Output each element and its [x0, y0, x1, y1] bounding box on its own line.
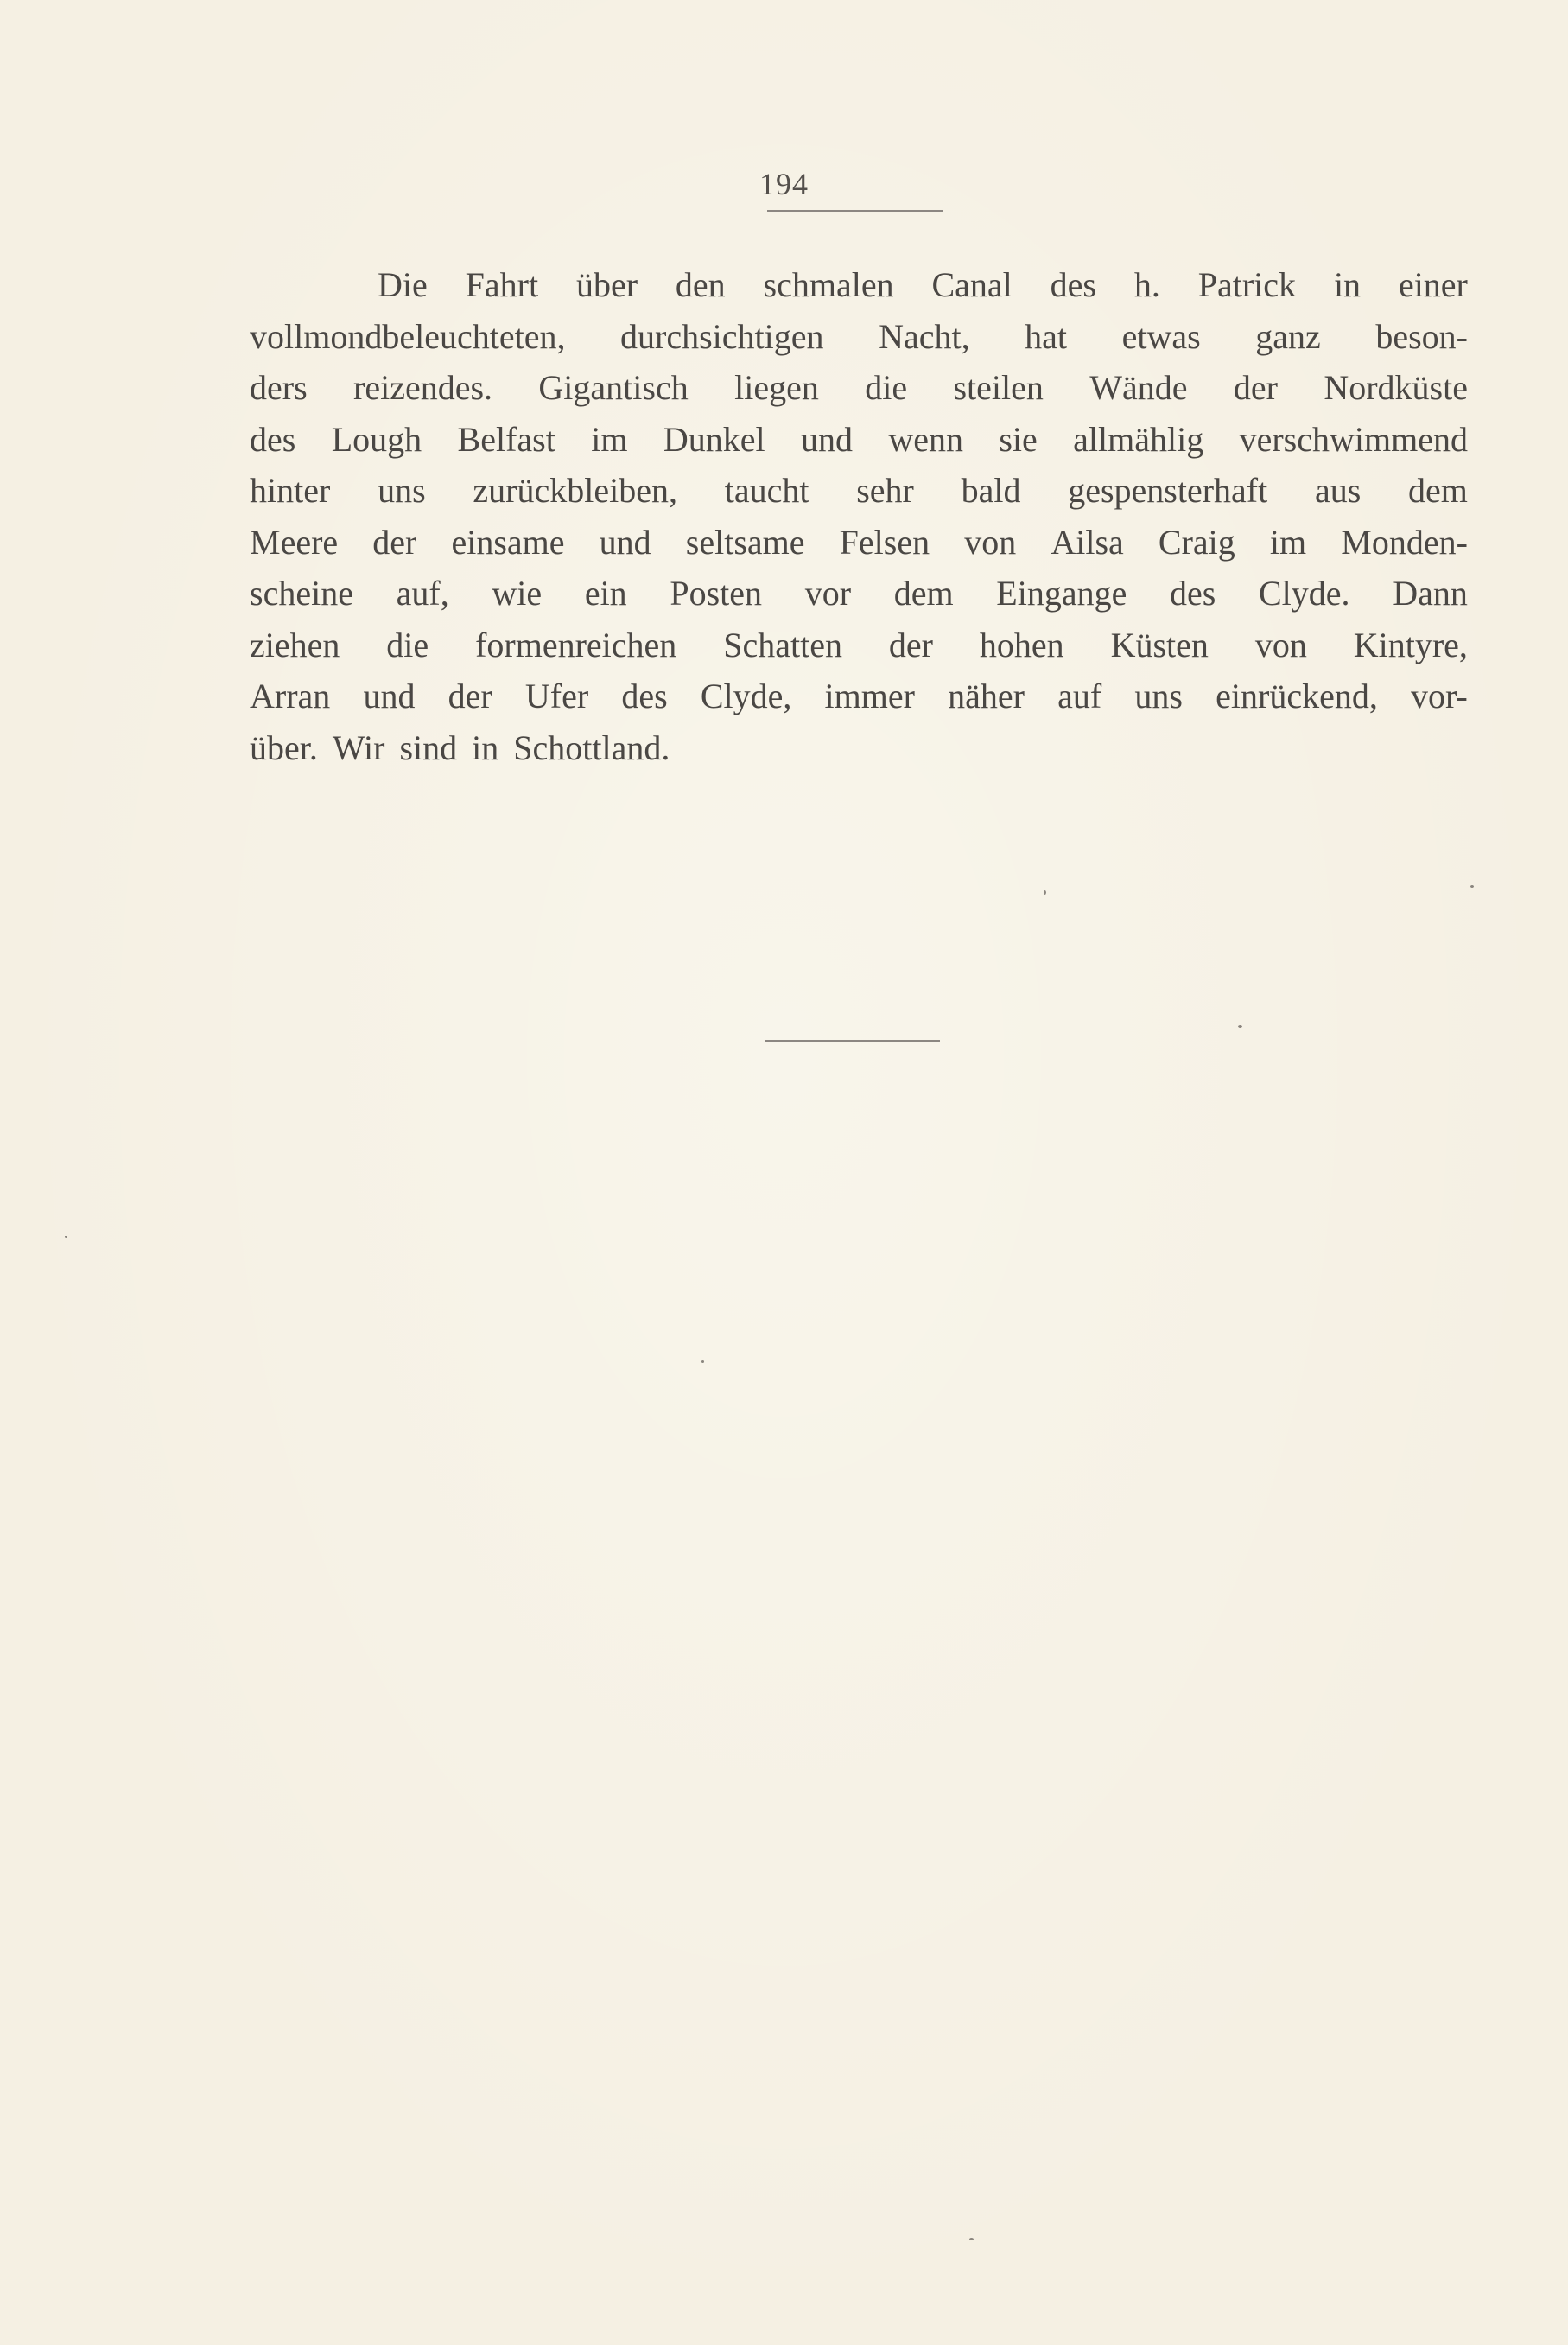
ink-speck: [1470, 885, 1474, 888]
word: aus: [1314, 471, 1362, 510]
word: schmalen: [763, 265, 894, 304]
word: über.: [250, 728, 318, 767]
word: im: [591, 419, 628, 459]
word: dem: [1408, 471, 1468, 510]
word: verschwimmend: [1239, 419, 1468, 459]
word: Belfast: [457, 419, 555, 459]
text-line: [250, 568, 1468, 620]
text-line: [250, 259, 1468, 311]
word: etwas: [1121, 316, 1201, 356]
word: vollmondbeleuchteten,: [250, 316, 566, 356]
text-line: [250, 465, 1468, 517]
word: ziehen: [250, 625, 340, 664]
word: Schottland.: [513, 728, 670, 767]
word: des: [1050, 265, 1096, 304]
word: bald: [961, 471, 1021, 510]
word: Nacht,: [879, 316, 970, 356]
word: formenreichen: [475, 625, 677, 664]
word: ganz: [1255, 316, 1321, 356]
text-line: [250, 311, 1468, 363]
word: sind: [399, 728, 458, 767]
word: Clyde,: [700, 677, 792, 715]
word: Craig: [1158, 522, 1235, 562]
word: Kintyre,: [1353, 625, 1468, 664]
word: liegen: [734, 368, 819, 407]
word: Dann: [1393, 574, 1468, 613]
ink-speck: [969, 2238, 974, 2240]
text-line: [250, 670, 1468, 722]
header-rule: [767, 210, 943, 212]
word: durchsichtigen: [620, 316, 824, 356]
word: Küsten: [1110, 625, 1209, 664]
word: vor: [804, 574, 852, 613]
word: von: [964, 522, 1017, 562]
word: hohen: [979, 625, 1064, 664]
word: und: [363, 677, 416, 715]
word: Gigantisch: [538, 368, 689, 407]
word: wenn: [888, 419, 963, 459]
word: vor-: [1411, 677, 1468, 715]
text-line: [250, 362, 1468, 414]
word: Monden-: [1341, 522, 1468, 562]
word: den: [675, 265, 726, 304]
word: der: [1233, 368, 1278, 407]
ink-speck: [1238, 1025, 1242, 1028]
word: Eingange: [996, 574, 1127, 613]
word: auf: [1057, 677, 1102, 715]
word: der: [372, 522, 417, 562]
word: der: [448, 677, 492, 715]
text-line: [250, 414, 1468, 466]
word: auf,: [396, 574, 449, 613]
word: wie: [492, 574, 543, 613]
word: einer: [1398, 265, 1468, 304]
word: beson-: [1375, 316, 1468, 356]
word: des: [250, 419, 296, 459]
word: und: [800, 419, 853, 459]
word: die: [865, 368, 908, 407]
word: von: [1254, 625, 1307, 664]
word: näher: [948, 677, 1025, 715]
word: reizendes.: [353, 368, 493, 407]
ink-speck: [65, 1236, 67, 1238]
word: in: [1333, 265, 1362, 304]
word: über: [575, 265, 638, 304]
word: Felsen: [839, 522, 930, 562]
word: Wände: [1089, 368, 1188, 407]
word: Fahrt: [465, 265, 539, 304]
word: sie: [999, 419, 1038, 459]
page-number: 194: [759, 167, 809, 201]
word: immer: [824, 677, 915, 715]
word: hinter: [250, 471, 331, 510]
word: und: [599, 522, 651, 562]
word: Nordküste: [1324, 368, 1468, 407]
closing-rule: [765, 1040, 940, 1042]
paragraph: [250, 259, 1468, 773]
word: Meere: [250, 522, 339, 562]
word: seltsame: [685, 522, 805, 562]
word: Posten: [670, 574, 763, 613]
word: h.: [1133, 265, 1160, 304]
word: Canal: [931, 265, 1013, 304]
text-line: [250, 722, 1468, 774]
word: Dunkel: [663, 419, 765, 459]
word: des: [1170, 574, 1216, 613]
word: Wir: [332, 728, 385, 767]
word: Arran: [250, 677, 331, 715]
word: Lough: [331, 419, 422, 459]
text-line: [250, 620, 1468, 671]
word: des: [621, 677, 668, 715]
word: im: [1269, 522, 1307, 562]
word: hat: [1025, 316, 1068, 356]
word: allmählig: [1073, 419, 1204, 459]
word: der: [888, 625, 933, 664]
word: Schatten: [723, 625, 842, 664]
word: scheine: [250, 574, 353, 613]
word: zurückbleiben,: [473, 471, 677, 510]
word: ders: [250, 368, 308, 407]
word: uns: [1134, 677, 1183, 715]
word: gespensterhaft: [1068, 471, 1268, 510]
word: dem: [893, 574, 954, 613]
ink-speck: [701, 1360, 704, 1363]
word: uns: [378, 471, 426, 510]
word: taucht: [724, 471, 809, 510]
word: ein: [584, 574, 627, 613]
word: die: [386, 625, 429, 664]
word: einsame: [451, 522, 565, 562]
word: Clyde.: [1259, 574, 1350, 613]
word: Ailsa: [1051, 522, 1124, 562]
text-line: [250, 517, 1468, 569]
ink-speck: [1044, 890, 1046, 895]
word: Ufer: [524, 677, 589, 715]
word: steilen: [953, 368, 1044, 407]
word: Patrick: [1197, 265, 1297, 304]
word: Die: [378, 265, 428, 304]
word: einrückend,: [1216, 677, 1378, 715]
word: in: [472, 728, 499, 767]
word: sehr: [856, 471, 914, 510]
